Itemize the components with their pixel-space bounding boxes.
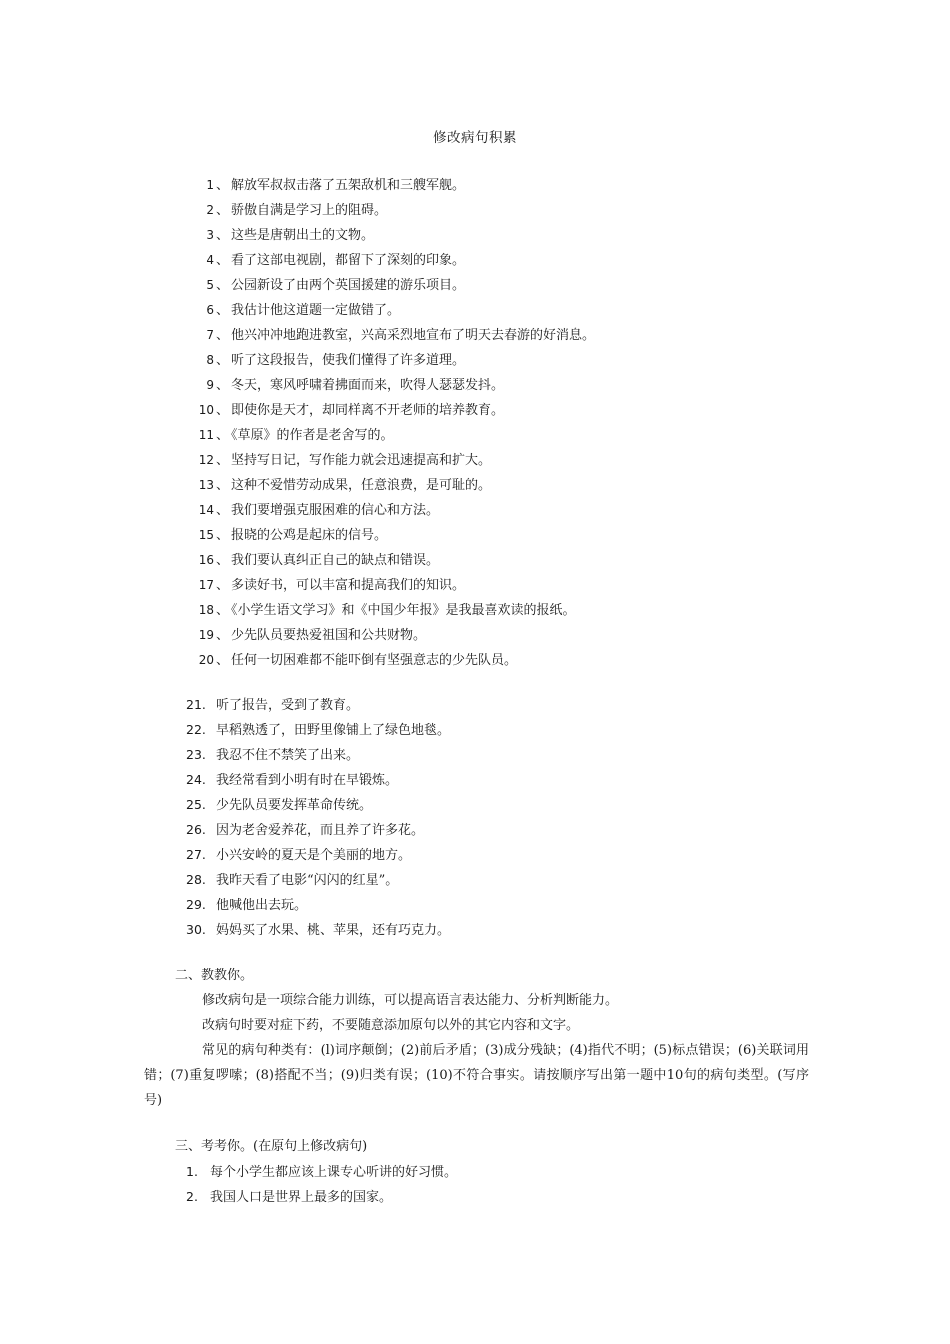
list-item: 14 、 我们要增强克服困难的信心和方法。 bbox=[186, 498, 595, 523]
item-number: 3 bbox=[206, 228, 214, 242]
list-item bbox=[186, 817, 450, 842]
item-number: 1. bbox=[186, 1164, 198, 1179]
item-number: 16 bbox=[198, 553, 214, 567]
item-text: 《草原》的作者是老舍写的。 bbox=[231, 428, 394, 443]
item-number: 12 bbox=[198, 453, 214, 467]
item-text: 冬天，寒风呼啸着拂面而来，吹得人瑟瑟发抖。 bbox=[231, 378, 505, 393]
item-number: 22. bbox=[186, 722, 206, 737]
list-item: 16 、 我们要认真纠正自己的缺点和错误。 bbox=[186, 548, 595, 573]
list-item: 12 、 坚持写日记，写作能力就会迅速提高和扩大。 bbox=[186, 448, 595, 473]
item-text: 我估计他这道题一定做错了。 bbox=[231, 303, 401, 318]
list-item: 19 、 少先队员要热爱祖国和公共财物。 bbox=[186, 623, 595, 648]
list-item: 2 、 骄傲自满是学习上的阻碍。 bbox=[186, 198, 595, 223]
item-number: 25. bbox=[186, 797, 206, 812]
item-number: 2 bbox=[206, 203, 214, 217]
item-number: 20 bbox=[198, 653, 214, 667]
item-text: 我经常看到小明有时在早锻炼。 bbox=[216, 773, 399, 788]
item-number: 9 bbox=[206, 378, 214, 392]
item-number: 15 bbox=[198, 528, 214, 542]
item-text: 我昨天看了电影“闪闪的红星”。 bbox=[216, 873, 399, 888]
item-text: 即使你是天才，却同样离不开老师的培养教育。 bbox=[231, 403, 505, 418]
list-item bbox=[186, 792, 450, 817]
paragraph-error-types: 常见的病句种类有：(l)词序颠倒；(2)前后矛盾；(3)成分残缺；(4)指代不明；(5)标点错误；(6)关联词用错；(7)重复啰嗦；(8)搭配不当；(9)归类有误；(10)不符合事实。请按顺序写出第一题中10句的病句类型。(写序号) bbox=[144, 1043, 809, 1108]
item-text: 听了这段报告，使我们懂得了许多道理。 bbox=[231, 353, 466, 368]
item-text: 《小学生语文学习》和《中国少年报》是我最喜欢读的报纸。 bbox=[231, 603, 576, 618]
section-heading-teach: 二、教教你。 bbox=[175, 968, 254, 983]
list-item: 5 、 公园新设了由两个英国援建的游乐项目。 bbox=[186, 273, 595, 298]
item-number: 29. bbox=[186, 897, 206, 912]
item-number: 5 bbox=[206, 278, 214, 292]
list-item: 1 、 解放军叔叔击落了五架敌机和三艘军舰。 bbox=[186, 173, 595, 198]
list-item: 17 、 多读好书，可以丰富和提高我们的知识。 bbox=[186, 573, 595, 598]
list-item bbox=[186, 867, 450, 892]
list-item: 15 、 报晓的公鸡是起床的信号。 bbox=[186, 523, 595, 548]
list-item: 18 、 《小学生语文学习》和《中国少年报》是我最喜欢读的报纸。 bbox=[186, 598, 595, 623]
sentence-list-1-20 bbox=[186, 173, 595, 673]
item-text: 他喊他出去玩。 bbox=[216, 898, 308, 913]
item-number: 17 bbox=[198, 578, 214, 592]
item-text: 骄傲自满是学习上的阻碍。 bbox=[231, 203, 388, 218]
list-item: 13 、 这种不爱惜劳动成果，任意浪费，是可耻的。 bbox=[186, 473, 595, 498]
list-item: 9 、 冬天，寒风呼啸着拂面而来，吹得人瑟瑟发抖。 bbox=[186, 373, 595, 398]
item-number: 24. bbox=[186, 772, 206, 787]
item-number: 30. bbox=[186, 922, 206, 937]
item-number: 4 bbox=[206, 253, 214, 267]
list-item: 20 、 任何一切困难都不能吓倒有坚强意志的少先队员。 bbox=[186, 648, 595, 673]
list-item bbox=[186, 917, 450, 942]
item-number: 28. bbox=[186, 872, 206, 887]
list-item bbox=[186, 842, 450, 867]
list-item: 11 、 《草原》的作者是老舍写的。 bbox=[186, 423, 595, 448]
item-text: 看了这部电视剧，都留下了深刻的印象。 bbox=[231, 253, 466, 268]
item-text: 妈妈买了水果、桃、苹果，还有巧克力。 bbox=[216, 923, 451, 938]
list-item bbox=[186, 717, 450, 742]
paragraph-advice: 改病句时要对症下药，不要随意添加原句以外的其它内容和文字。 bbox=[202, 1018, 580, 1033]
item-text: 少先队员要热爱祖国和公共财物。 bbox=[231, 628, 427, 643]
item-number: 11 bbox=[198, 428, 214, 442]
item-text: 早稻熟透了，田野里像铺上了绿色地毯。 bbox=[216, 723, 451, 738]
item-text: 他兴冲冲地跑进教室，兴高采烈地宣布了明天去春游的好消息。 bbox=[231, 328, 596, 343]
item-number: 18 bbox=[198, 603, 214, 617]
item-text: 多读好书，可以丰富和提高我们的知识。 bbox=[231, 578, 466, 593]
item-text: 我忍不住不禁笑了出来。 bbox=[216, 748, 360, 763]
list-item: 8 、 听了这段报告，使我们懂得了许多道理。 bbox=[186, 348, 595, 373]
item-number: 26. bbox=[186, 822, 206, 837]
section-heading-test: 三、考考你。(在原句上修改病句) bbox=[175, 1139, 368, 1154]
page-title: 修改病句积累 bbox=[433, 130, 517, 146]
item-text: 这种不爱惜劳动成果，任意浪费，是可耻的。 bbox=[231, 478, 492, 493]
item-number: 14 bbox=[198, 503, 214, 517]
item-text: 坚持写日记，写作能力就会迅速提高和扩大。 bbox=[231, 453, 492, 468]
list-item: 3 、 这些是唐朝出土的文物。 bbox=[186, 223, 595, 248]
item-text: 少先队员要发挥革命传统。 bbox=[216, 798, 373, 813]
item-text: 公园新设了由两个英国援建的游乐项目。 bbox=[231, 278, 466, 293]
item-number: 1 bbox=[206, 178, 214, 192]
list-item: 7 、 他兴冲冲地跑进教室，兴高采烈地宣布了明天去春游的好消息。 bbox=[186, 323, 595, 348]
item-number: 13 bbox=[198, 478, 214, 492]
list-item bbox=[186, 767, 450, 792]
item-number: 21. bbox=[186, 697, 206, 712]
item-text: 我国人口是世界上最多的国家。 bbox=[210, 1190, 393, 1205]
list-item: 4 、 看了这部电视剧，都留下了深刻的印象。 bbox=[186, 248, 595, 273]
item-text: 每个小学生都应该上课专心听讲的好习惯。 bbox=[210, 1165, 458, 1180]
item-number: 10 bbox=[198, 403, 214, 417]
item-number: 19 bbox=[198, 628, 214, 642]
item-number: 23. bbox=[186, 747, 206, 762]
item-number: 7 bbox=[206, 328, 214, 342]
list-item: 6 、 我估计他这道题一定做错了。 bbox=[186, 298, 595, 323]
item-text: 报晓的公鸡是起床的信号。 bbox=[231, 528, 388, 543]
item-number: 27. bbox=[186, 847, 206, 862]
item-text: 小兴安岭的夏天是个美丽的地方。 bbox=[216, 848, 412, 863]
item-text: 因为老舍爱养花，而且养了许多花。 bbox=[216, 823, 425, 838]
list-item bbox=[186, 692, 450, 717]
list-item bbox=[186, 1159, 457, 1184]
item-text: 任何一切困难都不能吓倒有坚强意志的少先队员。 bbox=[231, 653, 518, 668]
item-text: 我们要认真纠正自己的缺点和错误。 bbox=[231, 553, 440, 568]
item-text: 解放军叔叔击落了五架敌机和三艘军舰。 bbox=[231, 178, 466, 193]
list-item: 10 、 即使你是天才，却同样离不开老师的培养教育。 bbox=[186, 398, 595, 423]
item-text: 我们要增强克服困难的信心和方法。 bbox=[231, 503, 440, 518]
paragraph-intro: 修改病句是一项综合能力训练，可以提高语言表达能力、分析判断能力。 bbox=[202, 993, 619, 1008]
item-text: 这些是唐朝出土的文物。 bbox=[231, 228, 375, 243]
item-text: 听了报告，受到了教育。 bbox=[216, 698, 360, 713]
list-item bbox=[186, 1184, 457, 1209]
list-item bbox=[186, 892, 450, 917]
exercise-list bbox=[186, 1159, 457, 1209]
sentence-list-21-30 bbox=[186, 692, 450, 942]
item-number: 2. bbox=[186, 1189, 198, 1204]
list-item bbox=[186, 742, 450, 767]
item-number: 8 bbox=[206, 353, 214, 367]
item-number: 6 bbox=[206, 303, 214, 317]
